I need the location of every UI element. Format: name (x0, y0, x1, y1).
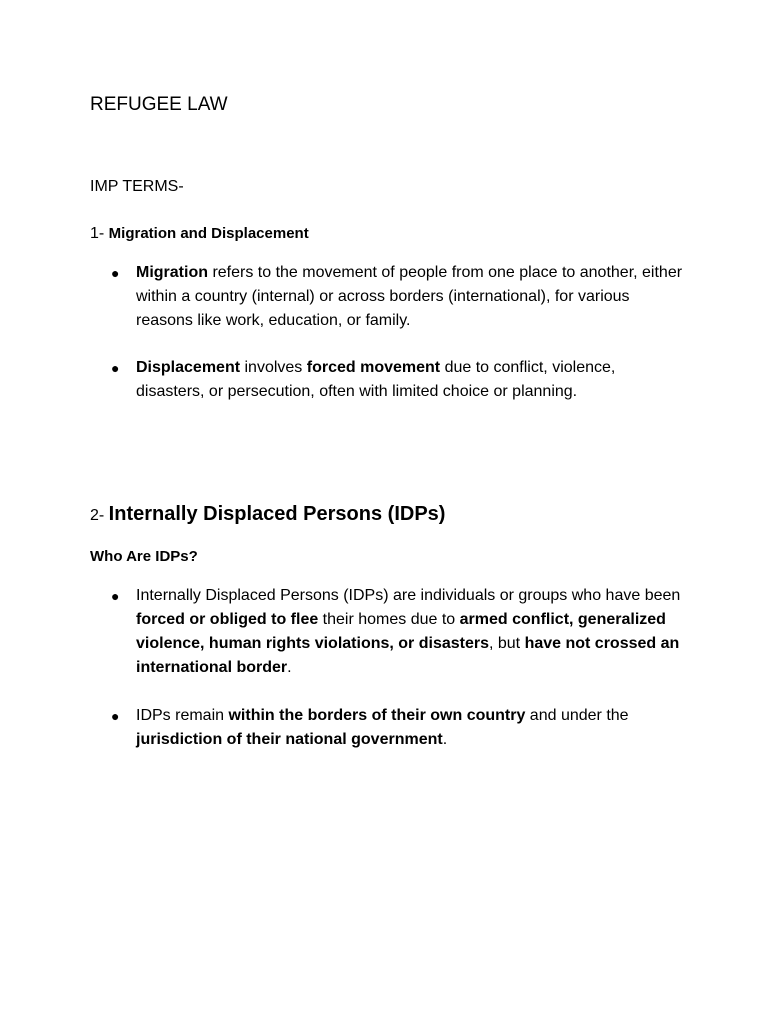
displacement-text-2: due to conflict, violence, disasters, or persecution, often with limited choice or planning. (136, 359, 616, 400)
section-2-number: 2- (90, 507, 109, 524)
idp-text-2: their homes due to (318, 611, 460, 628)
idp-remain-text-3: . (442, 731, 448, 748)
list-item (0, 584, 684, 680)
idp-remain-text-2: and under the (525, 707, 629, 724)
displacement-text-1: involves (240, 359, 307, 376)
document-title: REFUGEE LAW (90, 94, 228, 115)
section-1-heading (90, 224, 309, 244)
list-item (0, 704, 684, 752)
idp-remain-text-1: IDPs remain (136, 707, 229, 724)
migration-definition: refers to the movement of people from one place to another, either within a country (internal) or across borders (international), for various reasons like work, education, or family. (136, 264, 683, 329)
idp-remain-bold-2: jurisdiction of their national government (136, 731, 443, 748)
idp-bold-3: have not crossed an international border (136, 635, 680, 676)
bullet-icon: ● (111, 588, 120, 604)
imp-terms-label: IMP TERMS- (90, 178, 184, 195)
idp-text-4: . (287, 659, 292, 676)
idp-text-3: , but (488, 635, 525, 652)
section-1-bullet-list (0, 261, 768, 404)
idp-bold-2: armed conflict, generalized violence, human rights violations, or disasters (136, 611, 666, 652)
bullet-icon: ● (111, 708, 120, 724)
idp-text-1: Internally Displaced Persons (IDPs) are individuals or groups who have been (136, 587, 681, 604)
section-2-heading (90, 501, 445, 529)
bullet-icon: ● (111, 265, 120, 281)
term-forced-movement: forced movement (306, 359, 441, 376)
who-are-idps-subheading: Who Are IDPs? (90, 548, 198, 565)
list-item (0, 261, 684, 333)
idp-bold-1: forced or obliged to flee (136, 611, 319, 628)
section-1-number: 1- (90, 225, 109, 242)
section-2-bullet-list (0, 584, 768, 752)
idp-remain-bold-1: within the borders of their own country (228, 707, 526, 724)
section-1-title: Migration and Displacement (108, 225, 309, 242)
term-displacement: Displacement (136, 359, 241, 376)
bullet-icon: ● (111, 360, 120, 376)
list-item (0, 356, 684, 404)
section-2-title: Internally Displaced Persons (IDPs) (108, 503, 446, 525)
term-migration: Migration (136, 264, 208, 281)
